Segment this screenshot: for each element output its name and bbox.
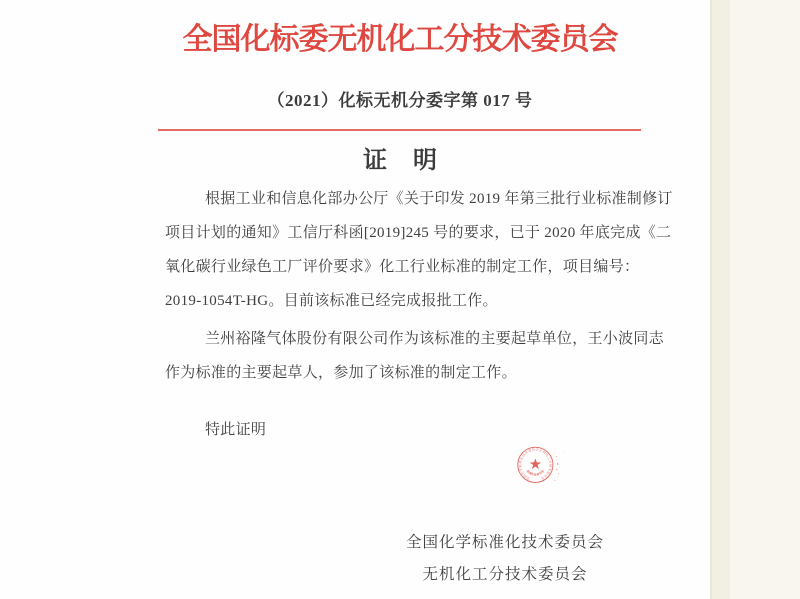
red-divider (158, 129, 641, 131)
cert-title-char-left: 证 (363, 148, 387, 174)
star-icon (530, 458, 541, 469)
signature-org-line2: 无机化工分技术委员会 (422, 566, 588, 583)
certificate-body (165, 182, 673, 447)
seal-ring-text: 全国化学标准化技术委员会无机化工分技术委员会 (518, 447, 553, 481)
body-line: 兰州裕隆气体股份有限公司作为该标准的主要起草单位，王小波同志 (205, 331, 665, 347)
seal-banner-text: 标准化业务专用 (525, 469, 546, 477)
svg-text:标准化业务专用 (525, 468, 545, 477)
org-title: 全国化标委无机化工分技术委员会 (182, 23, 618, 56)
body-line: 项目计划的通知》工信厅科函[2019]245 号的要求，已于 2020 年底完成《二 (165, 225, 672, 241)
official-seal (430, 445, 650, 599)
body-line: 作为标准的主要起草人，参加了该标准的制定工作。 (165, 365, 517, 381)
closing-statement: 特此证明 (205, 422, 267, 438)
doc-number: （2021）化标无机分委字第 017 号 (267, 91, 533, 110)
body-line: 2019-1054T-HG。目前该标准已经完成报批工作。 (165, 293, 498, 309)
cert-title-char-right: 明 (413, 148, 437, 174)
body-line: 氧化碳行业绿色工厂评价要求》化工行业标准的制定工作，项目编号： (165, 259, 640, 275)
cert-title (0, 140, 800, 175)
body-line: 根据工业和信息化部办公厅《关于印发 2019 年第三批行业标准制修订 (205, 191, 673, 207)
paragraph-1 (165, 182, 673, 318)
paragraph-2 (165, 322, 665, 390)
ink-speckles (554, 451, 564, 481)
signature-org-line1: 全国化学标准化技术委员会 (405, 534, 604, 551)
